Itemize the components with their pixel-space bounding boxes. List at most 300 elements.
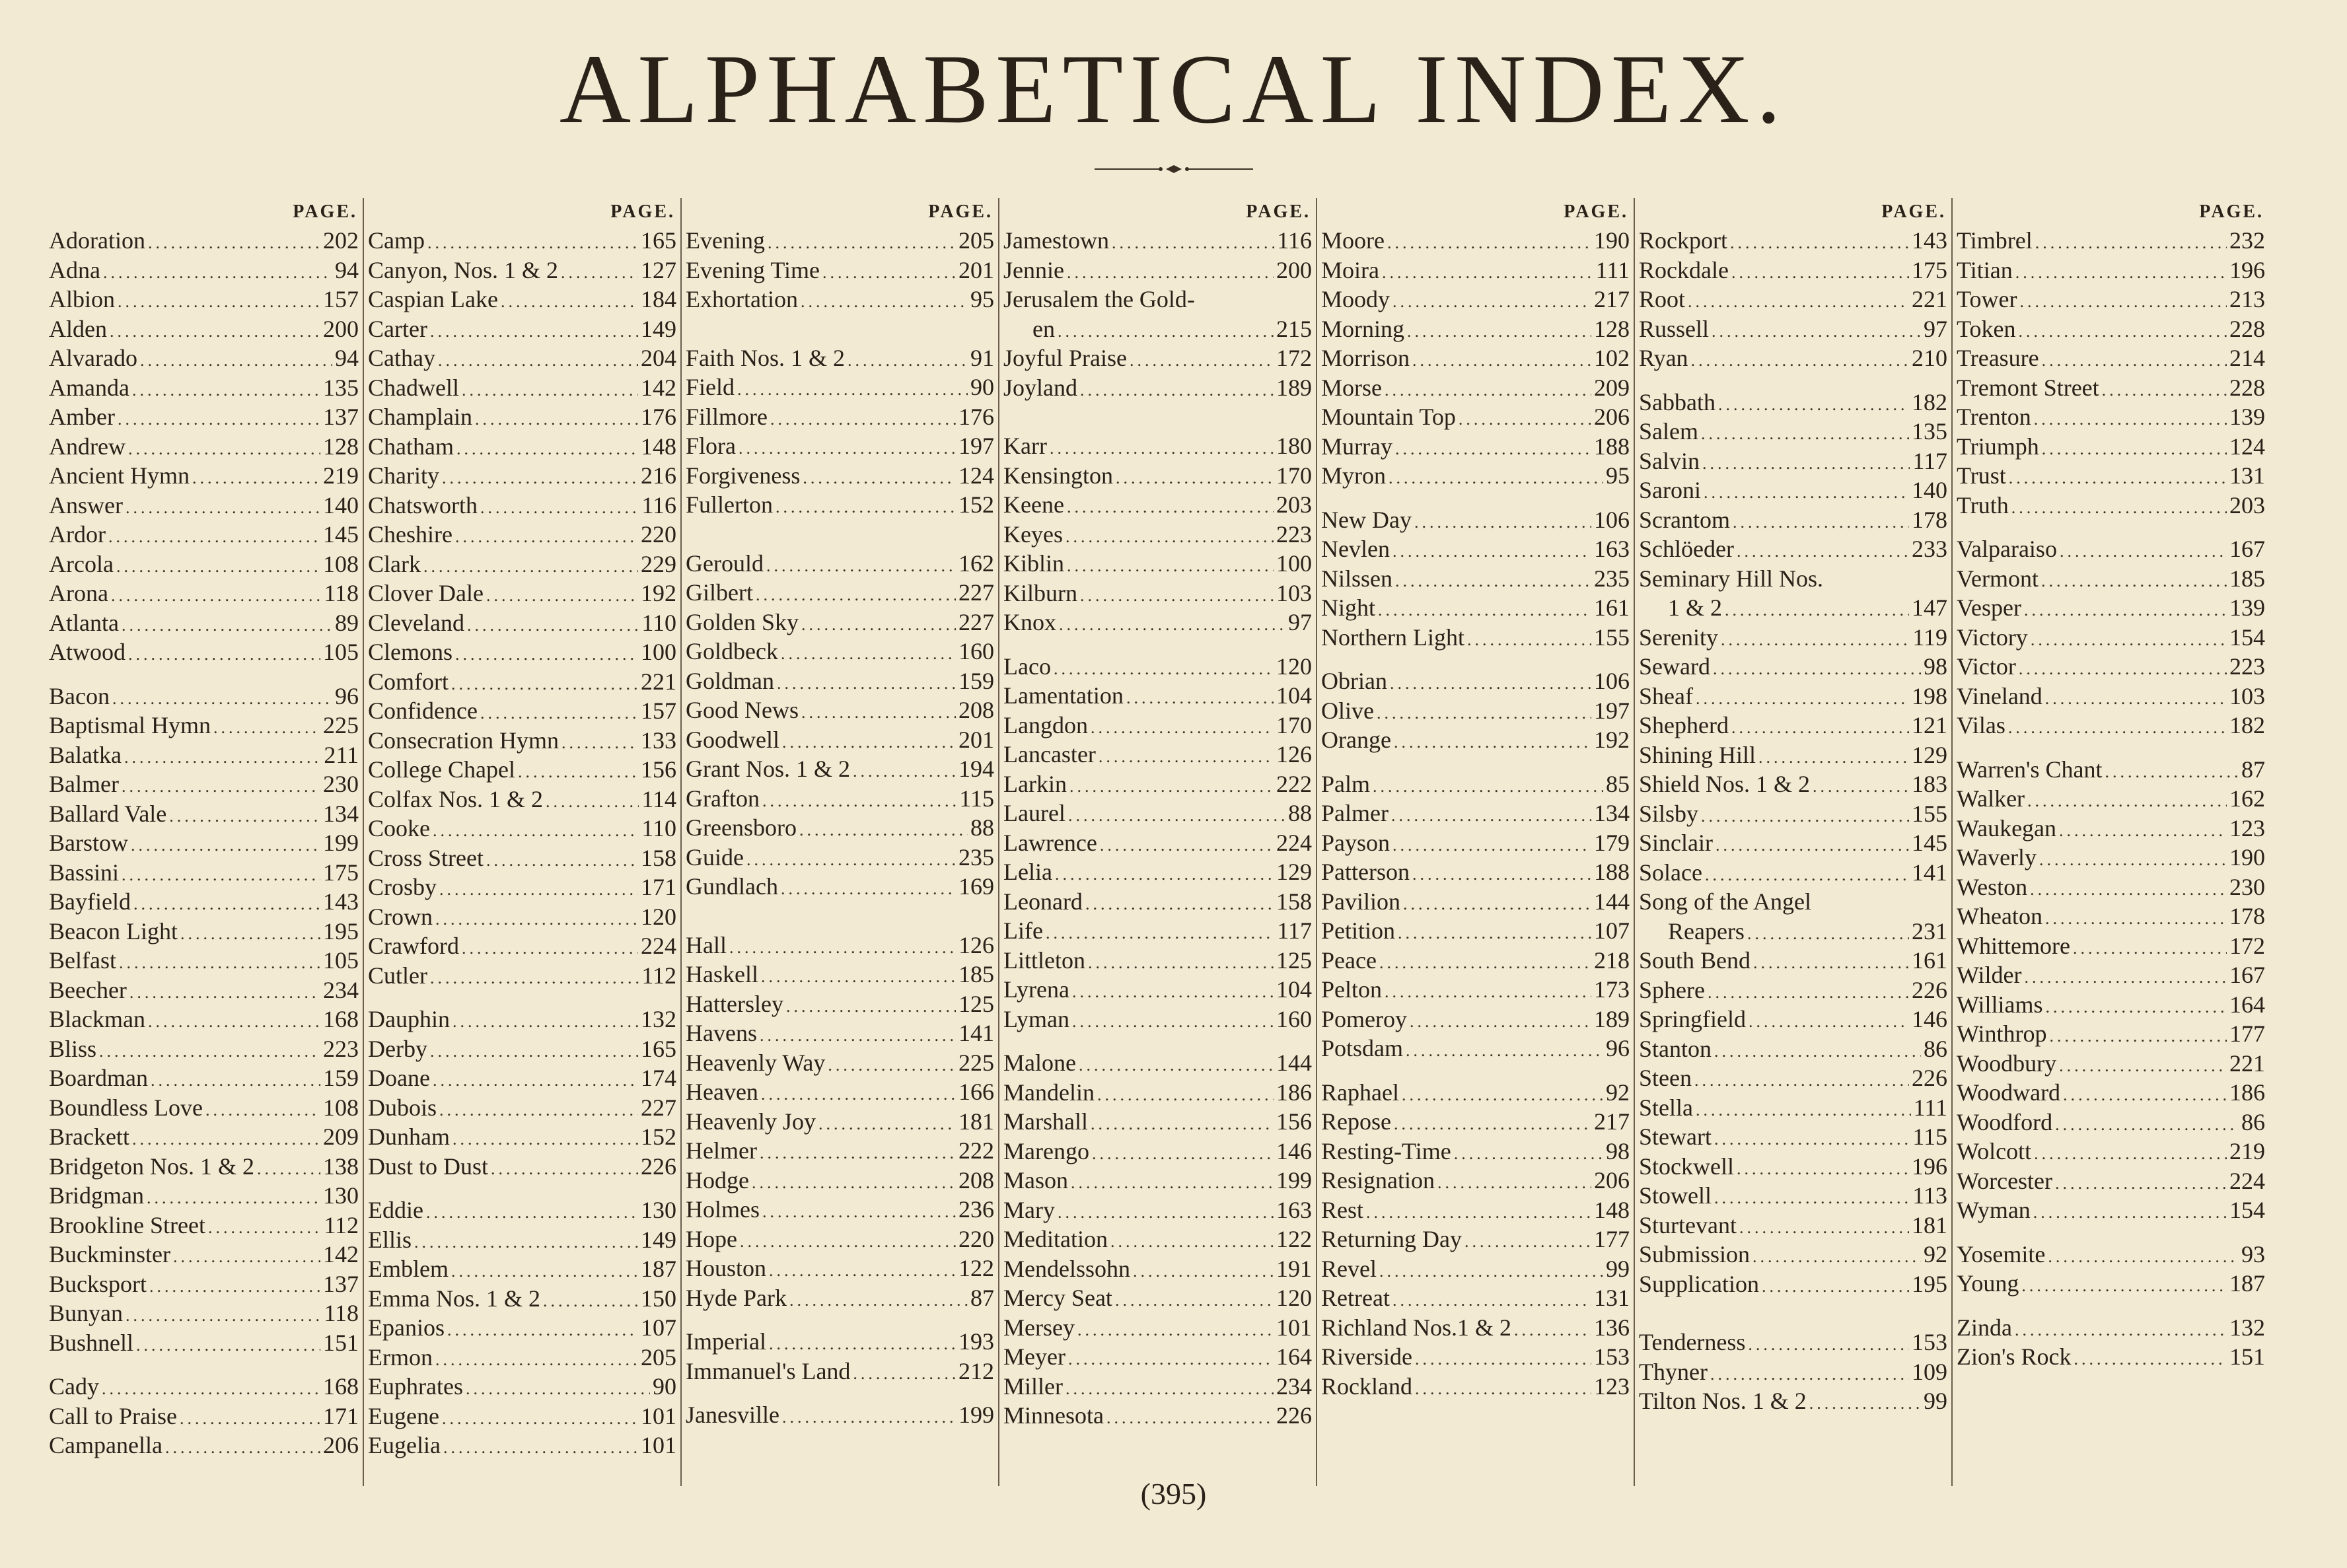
index-entry	[49, 1005, 359, 1034]
tune-name: Brookline Street	[49, 1211, 205, 1238]
index-entry	[1003, 608, 1312, 637]
dot-leader	[451, 1257, 638, 1287]
page-ref: 173	[1594, 976, 1630, 1003]
index-entry	[368, 1313, 676, 1343]
dot-leader	[180, 919, 320, 949]
ornament-rule-icon	[1095, 162, 1253, 176]
page-ref: 222	[958, 1137, 994, 1164]
dot-leader	[1071, 1168, 1274, 1198]
dot-leader	[2015, 258, 2227, 288]
page-ref: 152	[641, 1123, 676, 1150]
index-entry	[368, 608, 676, 638]
page-ref: 88	[970, 814, 994, 841]
tune-name: Adna	[49, 256, 100, 283]
page-ref: 227	[958, 579, 994, 606]
index-entry	[49, 976, 359, 1005]
index-entry	[1957, 623, 2265, 653]
index-entry	[368, 637, 676, 667]
dot-leader	[1704, 478, 1909, 508]
index-entry	[1003, 857, 1312, 887]
index-entry	[1639, 1122, 1947, 1152]
dot-leader	[1387, 229, 1591, 258]
page-ref: 165	[641, 227, 676, 254]
index-entry	[1003, 1048, 1312, 1078]
dot-leader	[122, 611, 332, 641]
page-ref: 203	[2229, 491, 2265, 518]
dot-leader	[208, 1213, 321, 1243]
index-entry	[1639, 417, 1947, 446]
page-ref: 144	[1594, 888, 1630, 915]
page-ref: 181	[958, 1108, 994, 1135]
tune-name: Bushnell	[49, 1329, 134, 1356]
page-ref: 98	[1606, 1137, 1630, 1164]
dot-leader	[116, 552, 320, 582]
index-entry	[368, 814, 676, 843]
page-ref: 168	[323, 1373, 359, 1400]
dot-leader	[2059, 1051, 2227, 1081]
index-entry	[1003, 1137, 1312, 1166]
tune-name: Sheaf	[1639, 682, 1693, 709]
dot-leader	[1733, 508, 1909, 538]
tune-name: Stella	[1639, 1094, 1693, 1121]
page-ref: 230	[323, 771, 359, 797]
page-ref: 197	[958, 433, 994, 459]
tune-name: Mercy Seat	[1003, 1285, 1112, 1311]
page-ref: 112	[324, 1211, 359, 1238]
tune-name: Olive	[1321, 697, 1374, 724]
index-column	[363, 198, 680, 1486]
tune-name: Lelia	[1003, 859, 1052, 885]
dot-leader	[131, 831, 320, 861]
index-entry	[1321, 1254, 1630, 1284]
page-ref: 124	[958, 462, 994, 489]
index-entry	[686, 1166, 994, 1195]
index-entry	[686, 1195, 994, 1225]
page-ref: 116	[1277, 227, 1312, 254]
dot-leader	[427, 229, 638, 258]
tune-name: Malone	[1003, 1050, 1076, 1076]
tune-name: Resignation	[1321, 1167, 1435, 1194]
tune-name: Greensboro	[686, 814, 797, 841]
page-ref: 101	[1276, 1314, 1312, 1341]
tune-name: Fillmore	[686, 403, 768, 430]
page-ref: 157	[641, 697, 676, 724]
tune-name: Champlain	[368, 404, 472, 430]
index-entry	[1321, 1034, 1630, 1063]
column-header: PAGE.	[1246, 201, 1311, 222]
dot-leader	[133, 890, 320, 919]
tune-name: Bucksport	[49, 1270, 147, 1297]
tune-name: Timbrel	[1957, 227, 2033, 254]
index-entry	[49, 1269, 359, 1299]
index-entry	[1957, 226, 2265, 256]
tune-name: Stanton	[1639, 1035, 1712, 1062]
dot-leader	[1467, 625, 1591, 655]
dot-leader	[1115, 1286, 1274, 1316]
dot-leader	[737, 375, 968, 405]
page-ref: 226	[1276, 1402, 1312, 1429]
tune-name: Heaven	[686, 1079, 758, 1105]
dot-leader	[2042, 346, 2227, 376]
page-ref: 190	[2229, 844, 2265, 871]
index-entry	[368, 843, 676, 873]
dot-leader	[2046, 993, 2227, 1022]
index-entry	[1639, 1034, 1947, 1064]
dot-leader	[766, 552, 956, 581]
tune-name: Trenton	[1957, 404, 2031, 430]
index-entry	[49, 432, 359, 462]
index-column	[1951, 198, 2269, 1486]
dot-leader	[2042, 435, 2227, 464]
dot-leader	[443, 1433, 638, 1463]
index-entry	[1321, 696, 1630, 726]
dot-leader	[1398, 919, 1591, 948]
dot-leader	[1691, 346, 1909, 376]
tune-name: Belfast	[49, 947, 116, 974]
column-header: PAGE.	[293, 201, 357, 222]
dot-leader	[2074, 1345, 2227, 1374]
page-ref: 125	[1276, 946, 1312, 974]
page-ref: 141	[958, 1020, 994, 1046]
page-ref: 171	[323, 1402, 359, 1429]
index-entry	[49, 1211, 359, 1240]
tune-name: Dunham	[368, 1123, 450, 1150]
page-ref: 204	[641, 345, 676, 371]
tune-name: Boardman	[49, 1065, 148, 1091]
page-ref: 169	[958, 873, 994, 900]
page-ref: 107	[641, 1314, 676, 1341]
page-ref: 98	[1924, 653, 1947, 680]
page-ref: 127	[641, 256, 676, 283]
dot-leader	[2073, 934, 2227, 964]
dot-leader	[1696, 1096, 1911, 1125]
page-ref: 222	[1276, 770, 1312, 797]
tune-name: Myron	[1321, 462, 1386, 489]
dot-leader	[729, 933, 956, 963]
page-ref: 176	[958, 403, 994, 430]
dot-leader	[1059, 610, 1285, 640]
dot-leader	[118, 287, 320, 317]
page-ref: 108	[323, 1094, 359, 1121]
tune-name: Springfield	[1639, 1006, 1746, 1032]
page-ref: 153	[1594, 1343, 1630, 1370]
tune-name: Life	[1003, 917, 1043, 944]
dot-leader	[1696, 684, 1909, 714]
tune-name: Arona	[49, 580, 108, 606]
page-ref: 232	[2229, 227, 2265, 254]
index-entry	[686, 549, 994, 579]
tune-name: Potsdam	[1321, 1035, 1404, 1061]
dot-leader	[257, 1155, 320, 1184]
index-entry	[686, 226, 994, 256]
dot-leader	[118, 405, 320, 435]
page-ref: 196	[2229, 256, 2265, 283]
page-ref: 195	[1912, 1270, 1947, 1297]
page-ref: 199	[958, 1402, 994, 1428]
dot-leader	[2030, 875, 2227, 905]
dot-leader	[1058, 317, 1274, 347]
dot-leader	[119, 948, 320, 978]
page-ref: 148	[641, 433, 676, 460]
index-entry	[1321, 432, 1630, 462]
index-entry	[368, 314, 676, 344]
index-entry	[1003, 652, 1312, 682]
page-ref: 113	[1912, 1182, 1947, 1209]
dot-leader	[786, 992, 956, 1022]
page-ref: 205	[958, 227, 994, 254]
tune-name: Heavenly Joy	[686, 1108, 816, 1135]
dot-leader	[1080, 581, 1274, 611]
dot-leader	[1394, 1110, 1591, 1139]
dot-leader	[768, 229, 956, 258]
dot-leader	[1377, 699, 1591, 729]
dot-leader	[781, 874, 956, 904]
page-ref: 134	[323, 800, 359, 827]
page-ref: 227	[641, 1094, 676, 1121]
dot-leader	[1379, 948, 1591, 978]
tune-name: Tilton Nos. 1 & 2	[1639, 1388, 1807, 1414]
index-entry	[1003, 916, 1312, 946]
index-entry	[49, 461, 359, 491]
index-entry	[368, 1063, 676, 1093]
dot-leader	[762, 787, 957, 816]
dot-leader	[1701, 419, 1909, 449]
tune-name: Waverly	[1957, 844, 2037, 871]
index-entry	[1639, 623, 1947, 653]
tune-name: Eugelia	[368, 1432, 441, 1458]
dot-leader	[486, 846, 638, 876]
tune-name: Imperial	[686, 1328, 766, 1355]
page-ref: 118	[324, 1300, 359, 1326]
index-entry	[686, 813, 994, 843]
page-ref: 114	[641, 785, 676, 812]
page-ref: 196	[1912, 1153, 1947, 1180]
dot-leader	[2045, 684, 2227, 714]
tune-name: Colfax Nos. 1 & 2	[368, 785, 543, 812]
page-ref: 161	[1594, 594, 1630, 621]
index-entry	[1639, 476, 1947, 505]
page-ref: 182	[1912, 388, 1947, 415]
page-ref: 220	[958, 1225, 994, 1252]
tune-name: Gundlach	[686, 873, 778, 900]
index-entry	[686, 1327, 994, 1357]
dot-leader	[1412, 860, 1591, 890]
dot-leader	[1382, 258, 1593, 288]
dot-leader	[2050, 1022, 2227, 1051]
dot-leader	[2035, 229, 2227, 258]
tune-name: Nevlen	[1321, 536, 1390, 562]
tune-name: Solace	[1639, 859, 1702, 886]
page-ref: 212	[958, 1357, 994, 1384]
tune-name: Eddie	[368, 1197, 423, 1223]
tune-name: Palmer	[1321, 800, 1389, 826]
page-ref: 208	[958, 1166, 994, 1194]
index-entry	[686, 695, 994, 725]
page-ref: 187	[2229, 1270, 2265, 1297]
page-ref: 206	[323, 1432, 359, 1458]
index-entry	[686, 1136, 994, 1166]
dot-leader	[491, 1155, 638, 1184]
page-ref: 100	[1276, 550, 1312, 577]
dot-leader	[442, 1404, 638, 1434]
index-entry	[49, 946, 359, 976]
index-entry	[368, 1034, 676, 1064]
tune-name: Flora	[686, 433, 736, 459]
tune-name: Cleveland	[368, 609, 464, 636]
page-ref: 226	[641, 1153, 676, 1180]
index-entry	[49, 1181, 359, 1211]
page-ref: 90	[653, 1373, 676, 1400]
dot-leader	[801, 698, 956, 728]
page-ref: 143	[323, 888, 359, 915]
index-entry	[1639, 799, 1947, 829]
tune-name: Laurel	[1003, 800, 1065, 826]
page-ref: 115	[1912, 1123, 1947, 1150]
tune-name: Amanda	[49, 374, 129, 401]
page-ref: 193	[958, 1328, 994, 1355]
dot-leader	[102, 1374, 320, 1404]
index-entry	[1957, 491, 2265, 520]
index-entry	[1003, 549, 1312, 579]
index-entry	[1321, 534, 1630, 564]
tune-name: Marengo	[1003, 1137, 1089, 1164]
page-ref: 111	[1595, 256, 1630, 283]
dot-leader	[475, 405, 638, 435]
index-entry	[49, 1093, 359, 1123]
page-ref: 224	[1276, 829, 1312, 856]
page-ref: 143	[1912, 227, 1947, 254]
page-ref: 87	[2241, 756, 2265, 783]
index-entry	[1639, 682, 1947, 711]
index-entry	[368, 667, 676, 697]
dot-leader	[1130, 346, 1274, 376]
tune-name: Derby	[368, 1035, 427, 1062]
index-entry	[686, 402, 994, 432]
page-ref: 190	[1594, 227, 1630, 254]
index-entry	[1321, 343, 1630, 373]
tune-name: Meditation	[1003, 1226, 1108, 1252]
dot-leader	[501, 287, 638, 317]
tune-name: Gilbert	[686, 579, 753, 606]
page-ref: 92	[1924, 1241, 1947, 1267]
dot-leader	[1410, 1007, 1591, 1037]
dot-leader	[1072, 978, 1274, 1007]
index-entry	[1003, 887, 1312, 917]
index-column	[45, 198, 363, 1486]
index-entry	[368, 550, 676, 579]
tune-name: Lawrence	[1003, 829, 1097, 856]
page-ref: 219	[2229, 1138, 2265, 1164]
index-entry	[1639, 652, 1947, 682]
index-entry	[1957, 564, 2265, 594]
page-ref: 156	[641, 756, 676, 783]
page-ref: 95	[970, 286, 994, 312]
index-entry	[1321, 887, 1630, 917]
dot-leader	[799, 816, 968, 845]
page-ref: 148	[1594, 1196, 1630, 1223]
dot-leader	[1710, 1360, 1909, 1390]
index-entry	[1639, 226, 1947, 256]
dot-leader	[148, 229, 320, 258]
dot-leader	[438, 346, 638, 376]
page-ref: 145	[323, 521, 359, 548]
index-entry	[1003, 1283, 1312, 1313]
tune-name: Song of the Angel	[1639, 888, 1811, 915]
index-entry	[368, 1152, 676, 1182]
page-ref: 88	[1288, 800, 1312, 826]
index-entry	[1639, 858, 1947, 888]
index-entry	[1639, 946, 1947, 976]
index-entry	[1321, 285, 1630, 314]
tune-name: Mersey	[1003, 1314, 1075, 1341]
index-entry	[1321, 725, 1630, 755]
page-ref: 85	[1606, 770, 1630, 797]
index-entry	[686, 1400, 994, 1430]
index-entry	[368, 1225, 676, 1255]
index-entry	[1957, 784, 2265, 814]
page-ref: 128	[323, 433, 359, 460]
dot-leader	[149, 1272, 320, 1302]
dot-leader	[132, 376, 320, 406]
tune-name: Haskell	[686, 961, 758, 987]
dot-leader	[828, 1051, 956, 1081]
index-entry	[1957, 902, 2265, 931]
index-columns	[45, 198, 2271, 1486]
index-entry	[1639, 740, 1947, 770]
index-entry	[49, 799, 359, 829]
tune-name: Eugene	[368, 1402, 439, 1429]
page-ref: 210	[1912, 345, 1947, 371]
dot-leader	[1072, 1007, 1274, 1037]
index-entry	[686, 960, 994, 989]
tune-name: Salem	[1639, 418, 1698, 445]
index-entry	[49, 520, 359, 550]
page-ref: 89	[335, 609, 359, 636]
page-ref: 115	[959, 785, 994, 812]
tune-name: Token	[1957, 315, 2016, 342]
page-ref: 123	[2229, 814, 2265, 841]
page-ref: 91	[970, 344, 994, 371]
dot-leader	[151, 1066, 320, 1096]
dot-leader	[1762, 1272, 1909, 1302]
tune-name: Vesper	[1957, 594, 2021, 621]
tune-name: Havens	[686, 1020, 757, 1046]
tune-name: Kiblin	[1003, 550, 1065, 577]
tune-name: Worcester	[1957, 1167, 2053, 1194]
tune-name: Laco	[1003, 653, 1051, 680]
index-entry	[1003, 740, 1312, 769]
page-ref: 154	[2229, 624, 2265, 651]
dot-leader	[180, 1404, 320, 1434]
index-entry	[1639, 828, 1947, 858]
dot-leader	[462, 376, 638, 406]
dot-leader	[456, 435, 638, 464]
page-ref: 96	[335, 682, 359, 709]
tune-name: Waukegan	[1957, 814, 2057, 841]
index-entry	[1957, 593, 2265, 623]
index-entry	[686, 343, 994, 373]
dot-leader	[746, 845, 956, 875]
page-ref: 195	[323, 917, 359, 944]
page-ref: 101	[641, 1432, 676, 1458]
page-ref: 167	[2229, 962, 2265, 988]
index-entry	[49, 887, 359, 917]
dot-leader	[801, 287, 968, 317]
tune-name: Palm	[1321, 770, 1371, 797]
dot-leader	[777, 669, 956, 699]
dot-leader	[1739, 1213, 1909, 1243]
page-ref: 197	[1594, 697, 1630, 724]
